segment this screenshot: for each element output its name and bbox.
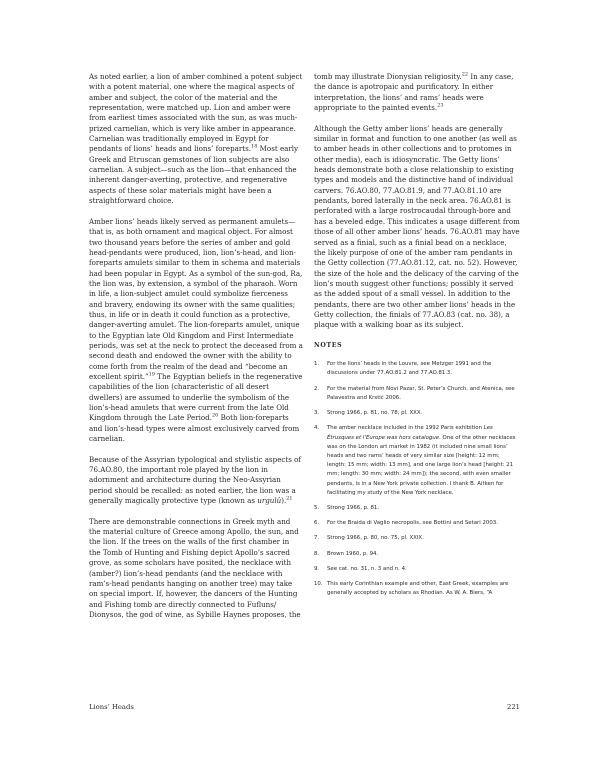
note-item: 9. See cat. no. 31, n. 3 and n. 4. — [314, 565, 407, 572]
note-item: 6. For the Braida di Vaglio necropolis, see Bottini and Setari 2003. — [314, 520, 498, 527]
left-column — [89, 72, 303, 631]
paragraph: Because of the Assyrian typological and stylistic aspects of 76.AO.80, the important role played by the lion in adornment and architecture during the Neo-Assyrian period should be recalled: as noted earlier, the lion was a generally magically protective type (known as urgulû).$^{21}$ — [89, 454, 302, 506]
paragraph: As noted earlier, a lion of amber combined a potent subject with a potent material, one where the magical aspects of amber and subject, the color of the material and the representation, were matched up. Lion and amber were from earliest times associated with the sun, as was much-prized carnelian, which is very like amber in appearance. Carnelian was traditionally employed in Egypt for pendants of lions’ heads and lions’ foreparts.$^{18}$ Most early Greek and Etruscan gemstones of lion subjects are also carnelian. A subject—such as the lion—that enhanced the inherent danger-averting, protective, and regenerative aspects of these solar materials might have been a straightforward choice. — [89, 72, 303, 206]
paragraph: tomb may illustrate Dionysian religiosity.$^{22}$ In any case, the dance is apotropaic and purificatory. In either interpretation, the lions’ and rams’ heads were appropriate to the painted events.$^{23}$ — [314, 71, 514, 113]
note-item: 10. This early Corinthian example and other, East Greek, examples are generally accepted by scholars as Rhodian. As W. A. Biers, “A — [314, 580, 509, 597]
footnote-ref[interactable]: 19 — [148, 371, 155, 378]
note-item: 8. Brown 1960, p. 94. — [314, 550, 379, 557]
footnote-ref[interactable]: 18 — [251, 143, 258, 150]
footnote-ref[interactable]: 22 — [461, 71, 469, 78]
note-item: 4. The amber necklace included in the 1992 Paris exhibition Les Étrusques et l’Europe was hors catalogue. One of the other necklaces was on the London art market in 1982 (it included nine small lions’ heads and two rams’ heads of very similar size [height: 12 mm; length: 15 mm; width: 13 mm], and one large lion’s head [height: 21 mm; length: 30 mm; width: 24 mm]); the second, with even smaller pendants, is in a New York private collection. I thank B. Aitken for facilitating my study of the New York necklace. — [314, 425, 516, 496]
right-column — [314, 72, 520, 604]
note-item: 2. For the material from Novi Pazar, St. Peter’s Church, and Atenica, see Palavestra and Krstić 2006. — [314, 385, 515, 401]
note-item: 7. Strong 1966, p. 80, no. 75, pl. XXIX. — [314, 535, 424, 542]
notes-heading: NOTES — [314, 341, 343, 349]
footnote-ref[interactable]: 23 — [437, 102, 444, 109]
note-item: 5. Strong 1966, p. 81. — [314, 504, 380, 511]
paragraph: Although the Getty amber lions’ heads are generally similar in format and function to one another (as well as to amber heads in other collections and to protomes in other media), each is idiosyncratic. The Getty lions’ heads demonstrate both a close relationship to existing types and models and the distinctive hand of individual carvers. 76.AO.80, 77.AO.81.9, and 77.AO.81.10 are pendants, bored laterally in the neck area. 76.AO.81 is perforated with a large rostrocaudal through-bore and has a beveled edge. This indicates a usage different from those of all other amber lions’ heads. 76.AO.81 may have served as a finial, such as a finial bead on a necklace, the likely purpose of one of the amber ram pendants in the Getty collection (77.AO.81.12, cat. no. 52). However, the size of the hole and the delicacy of the carving of the lion’s mouth suggest other functions; possibly it served as the added spout of a small vessel. In addition to the pendants, there are two other amber lions’ heads in the Getty collection, the finials of 77.AO.83 (cat. no. 38), a plaque with a walking boar as its subject. — [314, 123, 520, 330]
footnote-ref[interactable]: 20 — [211, 412, 219, 419]
paragraph: There are demonstrable connections in Greek myth and the material culture of Greece among Apollo, the sun, and the lion. If the trees on the walls of the first chamber in the Tomb of Hunting and Fishing depict Apollo’s sacred grove, as some scholars have posited, the necklace with (amber?) lion’s-head pendants (and the necklace with ram’s-head pendants hanging on another tree) may take on special import. If, however, the dancers of the Hunting and Fishing tomb are directly connected to Fufluns/ Dionysos, the god of wine, as Sybille Haynes proposes, the — [89, 516, 301, 619]
paragraph: Amber lions’ heads likely served as permanent amulets—that is, as both ornament and magical object. For almost two thousand years before the series of amber and gold head-pendants were produced, lion, lion’s-head, and lion-foreparts amulets similar to them in schema and materials had been popular in Egypt. As a symbol of the sun-god, Ra, the lion was, by extension, a symbol of the pharaoh. Worn in life, a lion-subject amulet could symbolize fierceness and bravery, endowing its owner with the same qualities; thus, in life or in death it could function as a protective, danger-averting amulet. The lion-foreparts amulet, unique to the Egyptian late Old Kingdom and First Intermediate periods, was set at the neck to protect the deceased from a second death and endowed the owner with the ability to come forth from the realm of the dead and “become an excellent spirit.”$^{19}$ The Egyptian beliefs in the regenerative capabilities of the lion (characteristic of all desert dwellers) are assumed to underlie the symbolism of the lion’s-head amulets that were current from the late Old Kingdom through the Late Period.$^{20}$ Both lion-foreparts and lion’s-head types were almost exclusively carved from carnelian. — [89, 216, 303, 444]
page-number: 221 — [507, 703, 520, 711]
note-item: 3. Strong 1966, p. 81, no. 78, pl. XXX. — [314, 410, 423, 417]
notes-list — [314, 360, 520, 598]
footnote-ref[interactable]: 21 — [286, 495, 293, 502]
running-footer-title: Lions’ Heads — [89, 703, 134, 711]
note-item: 1. For the lions’ heads in the Louvre, see Metzger 1991 and the discussions under 77.AO.81.2 and 77.AO.81.3. — [314, 361, 492, 377]
